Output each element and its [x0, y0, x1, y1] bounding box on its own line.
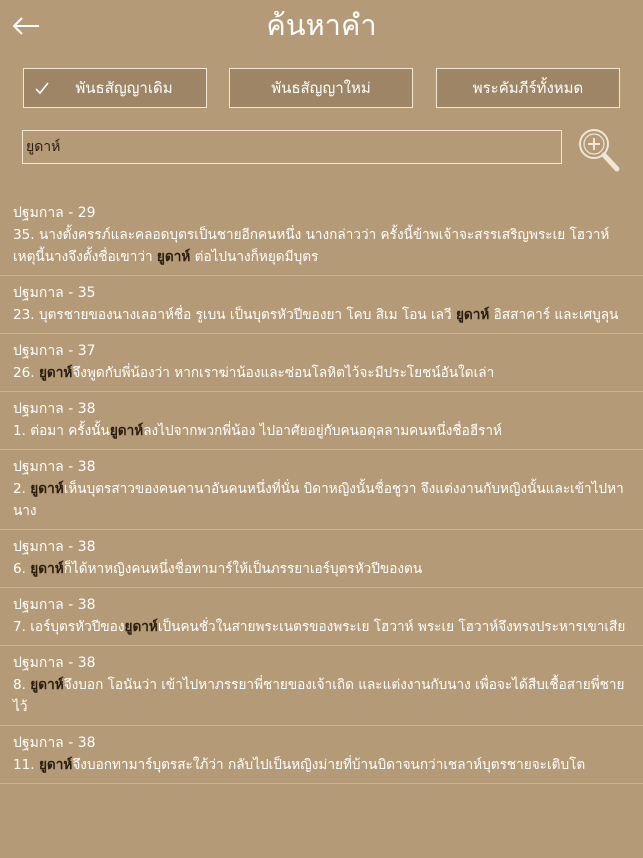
result-item[interactable] — [0, 334, 643, 392]
check-icon — [34, 80, 50, 96]
verse-text-before: 8. — [13, 677, 31, 693]
keyword-highlight: ยูดาห์ — [30, 677, 64, 693]
result-reference: ปฐมกาล - 38 — [13, 735, 96, 751]
result-verse-text — [13, 674, 629, 718]
magnifier-plus-icon — [576, 126, 622, 174]
keyword-highlight: ยูดาห์ — [38, 757, 73, 773]
verse-text-after: จึงพูดกับพี่น้องว่า หากเราฆ่าน้องและซ่อนโลหิตไว้จะมีประโยชน์อันใดเล่า — [72, 365, 495, 381]
result-reference: ปฐมกาล - 38 — [13, 655, 96, 671]
verse-text-before: 2. — [13, 481, 31, 497]
result-verse-text — [13, 304, 629, 326]
result-reference: ปฐมกาล - 38 — [13, 401, 96, 417]
keyword-highlight: ยูดาห์ — [124, 619, 158, 635]
result-item[interactable] — [0, 450, 643, 530]
tab-label: พันธสัญญาเดิม — [75, 79, 173, 97]
result-item[interactable] — [0, 530, 643, 588]
keyword-highlight: ยูดาห์ — [455, 307, 490, 323]
keyword-highlight: ยูดาห์ — [156, 249, 191, 265]
verse-text-after: จึงบอก โอนันว่า เข้าไปหาภรรยาพี่ชายของเจ้าเถิด และแต่งงานกับนาง เพื่อจะได้สืบเชื้อสายพี่ชายไว้ — [13, 677, 625, 715]
verse-text-after: เป็นคนชั่วในสายพระเนตรของพระเย โฮวาห์ พระเย โฮวาห์จึงทรงประหารเขาเสีย — [157, 619, 626, 635]
search-input[interactable] — [22, 130, 562, 164]
verse-text-before: 23. บุตรชายของนางเลอาห์ชื่อ รูเบน เป็นบุตรหัวปีของยา โคบ สิเม โอน เลวี — [13, 307, 456, 323]
tab-whole-bible[interactable] — [436, 68, 620, 108]
result-reference: ปฐมกาล - 35 — [13, 285, 96, 301]
tab-old-testament[interactable] — [23, 68, 207, 108]
result-verse-text — [13, 478, 629, 522]
result-item[interactable] — [0, 588, 643, 646]
verse-text-after: จึงบอกทามาร์บุตรสะใภ้ว่า กลับไปเป็นหญิงม่ายที่บ้านบิดาจนกว่าเชลาห์บุตรชายจะเติบโต — [72, 757, 586, 773]
verse-text-after: ก็ได้หาหญิงคนหนึ่งชื่อทามาร์ให้เป็นภรรยาเอร์บุตรหัวปีของตน — [63, 561, 423, 577]
tab-label: พระคัมภีร์ทั้งหมด — [472, 79, 584, 97]
result-item[interactable] — [0, 276, 643, 334]
result-verse-text — [13, 558, 629, 580]
page-title: ค้นหาคำ — [266, 8, 377, 42]
verse-text-after: ต่อไปนางก็หยุดมีบุตร — [190, 249, 319, 265]
verse-text-before: 6. — [13, 561, 31, 577]
result-verse-text — [13, 224, 629, 268]
header-bar — [0, 0, 643, 52]
result-item[interactable] — [0, 726, 643, 784]
results-list — [0, 196, 643, 858]
search-button[interactable] — [576, 126, 622, 174]
tab-new-testament[interactable] — [229, 68, 413, 108]
keyword-highlight: ยูดาห์ — [109, 423, 144, 439]
verse-text-before: 7. เอร์บุตรหัวปีของ — [13, 619, 125, 635]
verse-text-before: 1. ต่อมา ครั้งนั้น — [13, 423, 110, 439]
result-item[interactable] — [0, 196, 643, 276]
keyword-highlight: ยูดาห์ — [30, 561, 64, 577]
verse-text-after: ลงไปจากพวกพี่น้อง ไปอาศัยอยู่กับคนอดุลลามคนหนึ่งชื่อฮีราห์ — [143, 423, 503, 439]
result-reference: ปฐมกาล - 29 — [13, 205, 96, 221]
keyword-highlight: ยูดาห์ — [38, 365, 73, 381]
result-reference: ปฐมกาล - 37 — [13, 343, 96, 359]
result-reference: ปฐมกาล - 38 — [13, 459, 96, 475]
keyword-highlight: ยูดาห์ — [30, 481, 64, 497]
result-reference: ปฐมกาล - 38 — [13, 539, 96, 555]
verse-text-before: 26. — [13, 365, 39, 381]
result-verse-text — [13, 362, 629, 384]
result-verse-text — [13, 616, 629, 638]
result-item[interactable] — [0, 392, 643, 450]
verse-text-before: 35. นางตั้งครรภ์และคลอดบุตรเป็นชายอีกคนหนึ่ง นางกล่าวว่า ครั้งนี้ข้าพเจ้าจะสรรเสริญพระเย โฮวาห์ เหตุนี้นางจึงตั้งชื่อเขาว่า — [13, 227, 610, 265]
result-verse-text — [13, 420, 629, 442]
verse-text-after: เห็นบุตรสาวของคนคานาอันคนหนึ่งที่นั่น บิดาหญิงนั้นชื่อชูวา จึงแต่งงานกับหญิงนั้นและเข้าไปหานาง — [13, 481, 624, 519]
result-verse-text — [13, 754, 629, 776]
tab-label: พันธสัญญาใหม่ — [271, 79, 371, 97]
verse-text-after: อิสสาคาร์ และเศบูลุน — [489, 307, 619, 323]
verse-text-before: 11. — [13, 757, 39, 773]
result-reference: ปฐมกาล - 38 — [13, 597, 96, 613]
result-item[interactable] — [0, 646, 643, 726]
